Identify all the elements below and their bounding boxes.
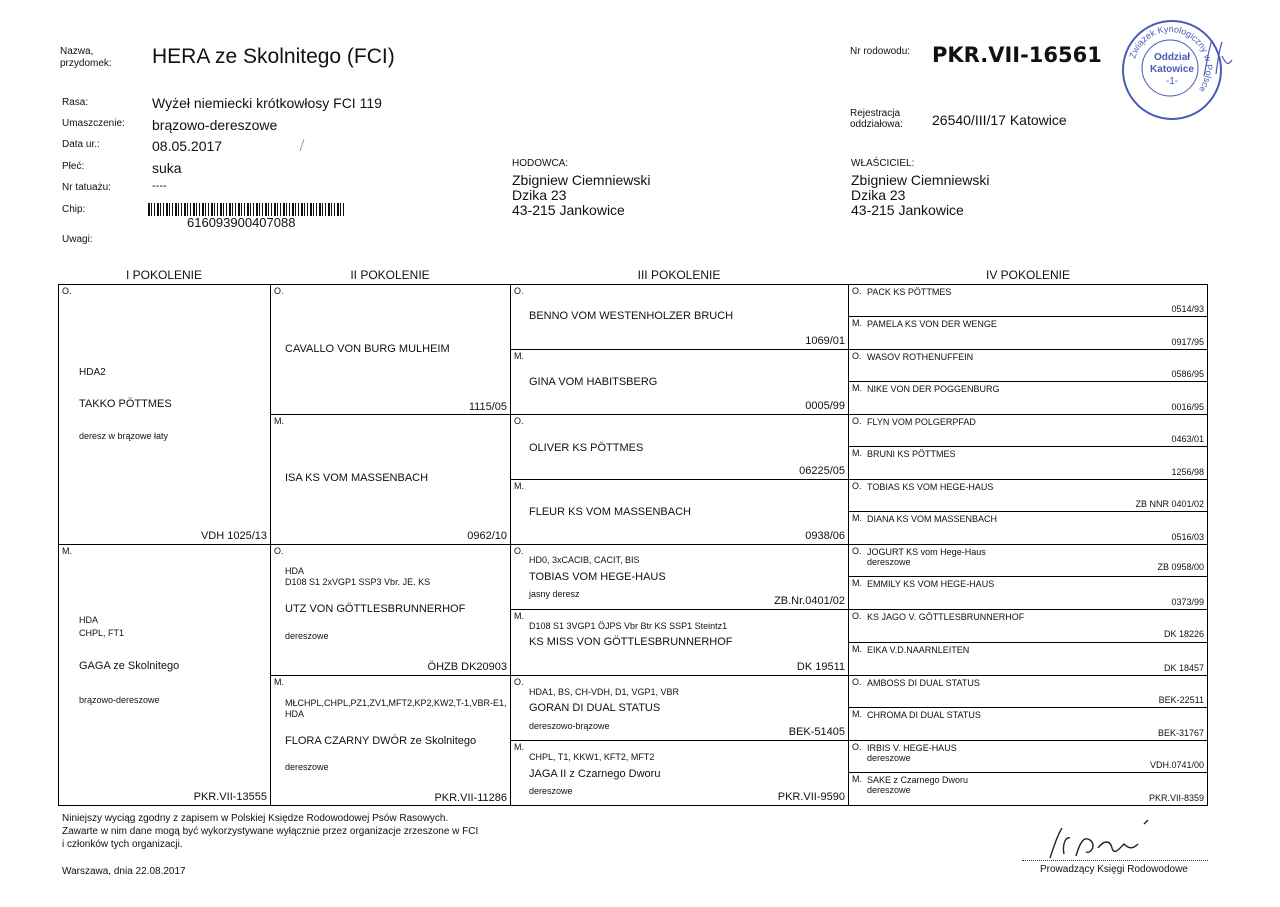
pedigree-text: SAKE z Czarnego Dworu: [867, 775, 969, 785]
pedigree-text: 0005/99: [805, 400, 845, 412]
pedigree-text: 0586/95: [1171, 369, 1204, 379]
generation-heading-1: I POKOLENIE: [125, 268, 203, 282]
gen2-cell-3: [270, 544, 511, 676]
tattoo-label: Nr tatuażu:: [62, 182, 111, 193]
sex-marker: M.: [274, 677, 284, 687]
pedigree-text: 0514/93: [1171, 304, 1204, 314]
gen4-cell-13: [848, 675, 1208, 708]
pedigree-text: OLIVER KS PÖTTMES: [529, 442, 644, 454]
sex-marker: O.: [852, 611, 862, 621]
gen3-cell-4: [510, 479, 849, 545]
gen4-cell-7: [848, 479, 1208, 512]
gen2-cell-2: [270, 414, 511, 545]
sex-marker: M.: [852, 578, 862, 588]
pedigree-text: 0962/10: [467, 530, 507, 542]
pedigree-text: D108 S1 2xVGP1 SSP3 Vbr. JE. KS: [285, 577, 431, 587]
breeder-street: Dzika 23: [512, 187, 567, 203]
pedigree-text: 0938/06: [805, 530, 845, 542]
signature-role: Prowadzący Księgi Rodowodowe: [1040, 864, 1188, 875]
pedigree-text: PAMELA KS VON DER WENGE: [867, 319, 997, 329]
pedigree-text: EIKA V.D.NAARNLEITEN: [867, 645, 970, 655]
pedigree-text: dereszowe: [285, 631, 329, 641]
gen4-cell-8: [848, 511, 1208, 545]
pedigree-text: ZB 0958/00: [1157, 562, 1204, 572]
pedigree-text: DK 19511: [796, 661, 845, 673]
sex-marker: O.: [852, 742, 862, 752]
pedigree-text: 0516/03: [1171, 532, 1204, 542]
generation-heading-2: II POKOLENIE: [350, 268, 430, 282]
gen2-cell-1: [270, 284, 511, 415]
pedigree-text: TAKKO PÖTTMES: [79, 398, 172, 410]
gen1-sire-cell: [58, 284, 271, 545]
place-date: Warszawa, dnia 22.08.2017: [62, 866, 186, 877]
pedigree-text: WASOV ROTHENUFFEIN: [867, 352, 974, 362]
gen1-dam-cell: [58, 544, 271, 806]
pedigree-text: JOGURT KS vom Hege-Haus: [867, 547, 986, 557]
pedigree-text: CHROMA DI DUAL STATUS: [867, 710, 981, 720]
pedigree-text: 0373/99: [1171, 597, 1204, 607]
pedigree-text: dereszowe: [867, 557, 911, 567]
pedigree-text: 1115/05: [468, 401, 507, 413]
pedigree-text: DK 18457: [1163, 663, 1204, 673]
pedigree-text: NIKE VON DER POGGENBURG: [867, 384, 1000, 394]
color-value: brązowo-dereszowe: [152, 117, 278, 133]
stamp-center: Oddział Katowice -1-: [1150, 52, 1194, 87]
dog-name: HERA ze Skolnitego (FCI): [152, 45, 395, 68]
sex-marker: M.: [852, 318, 862, 328]
reg-value: 26540/III/17 Katowice: [932, 112, 1067, 128]
handwritten-signature-icon: [1040, 818, 1170, 864]
gen4-cell-4: [848, 381, 1208, 415]
pedigree-text: ZB NNR 0401/02: [1135, 499, 1204, 509]
sex-marker: O.: [62, 286, 72, 296]
pedigree-text: 1069/01: [805, 335, 845, 347]
pedigree-text: BENNO VOM WESTENHOLZER BRUCH: [529, 310, 734, 322]
pedigree-text: BEK-51405: [788, 726, 845, 738]
pedigree-text: dereszowe: [867, 753, 911, 763]
pedigree-text: DK 18226: [1163, 629, 1204, 639]
pedigree-text: FLEUR KS VOM MASSENBACH: [529, 506, 691, 518]
pedigree-text: dereszowe: [867, 785, 911, 795]
owner-street: Dzika 23: [851, 187, 906, 203]
gen4-cell-15: [848, 740, 1208, 773]
chip-value: 616093900407088: [187, 215, 296, 230]
gen3-cell-8: [510, 740, 849, 806]
gen3-cell-6: [510, 609, 849, 676]
pedigree-text: CAVALLO VON BURG MULHEIM: [285, 343, 450, 355]
breed-label: Rasa:: [62, 97, 89, 108]
gen4-cell-9: [848, 544, 1208, 577]
owner-address: [851, 173, 990, 218]
gen4-cell-14: [848, 707, 1208, 741]
pedigree-text: GORAN DI DUAL STATUS: [529, 702, 661, 714]
pedigree-text: EMMILY KS VOM HEGE-HAUS: [867, 579, 995, 589]
pedigree-text: D108 S1 3VGP1 ÖJPS Vbr Btr KS SSP1 Steintz1: [529, 621, 728, 631]
sex-marker: O.: [274, 546, 284, 556]
breeder-name: Zbigniew Ciemniewski: [512, 172, 651, 188]
pedigree-text: CHPL, FT1: [79, 628, 125, 638]
pedigree-text: 1256/98: [1171, 467, 1204, 477]
sex-marker: O.: [514, 546, 524, 556]
sex-value: suka: [152, 160, 182, 176]
pedigree-text: FLYN VOM POLGERPFAD: [867, 417, 976, 427]
gen4-cell-3: [848, 349, 1208, 382]
pedigree-text: 0463/01: [1171, 434, 1204, 444]
gen4-cell-5: [848, 414, 1208, 447]
pedigree-text: KS JAGO V. GÖTTLESBRUNNERHOF: [867, 612, 1025, 622]
gen4-cell-10: [848, 576, 1208, 610]
pedigree-text: AMBOSS DI DUAL STATUS: [867, 678, 980, 688]
name-label: Nazwa, przydomek:: [60, 46, 112, 69]
pedigree-text: 06225/05: [799, 465, 845, 477]
legal-note: Niniejszy wyciąg zgodny z zapisem w Polskiej Księdze Rodowodowej Psów Rasowych. Zawarte w nim dane mogą być wykorzystywane wyłącznie przez organizacje zrzeszone w FCI i członków tych organizacji.: [62, 813, 479, 850]
sex-marker: O.: [274, 286, 284, 296]
pedigree-text: IRBIS V. HEGE-HAUS: [867, 743, 957, 753]
tattoo-value: ----: [152, 180, 167, 192]
sex-marker: M.: [852, 513, 862, 523]
remarks-label: Uwagi:: [62, 234, 93, 245]
breed-value: Wyżeł niemiecki krótkowłosy FCI 119: [152, 95, 382, 111]
pedigree-text: UTZ VON GÖTTLESBRUNNERHOF: [285, 603, 466, 615]
pedigree-text: PACK KS PÖTTMES: [867, 287, 952, 297]
gen4-cell-12: [848, 642, 1208, 676]
breeder-city: 43-215 Jankowice: [512, 202, 625, 218]
pedigree-text: dereszowe: [529, 786, 573, 796]
sex-marker: M.: [852, 709, 862, 719]
signature-line: [1022, 860, 1208, 861]
reg-label: Rejestracja oddziałowa:: [850, 108, 903, 130]
sex-marker: M.: [852, 383, 862, 393]
dob-value: 08.05.2017: [152, 138, 223, 154]
color-label: Umaszczenie:: [62, 118, 125, 129]
pedigree-text: HDA1, BS, CH-VDH, D1, VGP1, VBR: [529, 687, 680, 697]
generation-heading-3: III POKOLENIE: [637, 268, 721, 282]
sex-marker: O.: [852, 546, 862, 556]
sex-marker: O.: [852, 286, 862, 296]
pedigree-text: dereszowo-brązowe: [529, 721, 610, 731]
sex-marker: M.: [62, 546, 72, 556]
generation-heading-4: IV POKOLENIE: [985, 268, 1071, 282]
pedigree-text: ZB.Nr.0401/02: [774, 595, 845, 607]
sex-marker: M.: [852, 774, 862, 784]
pedigree-text: TOBIAS KS VOM HEGE-HAUS: [867, 482, 994, 492]
gen4-cell-2: [848, 316, 1208, 350]
pedigree-text: ISA KS VOM MASSENBACH: [285, 472, 429, 484]
owner-city: 43-215 Jankowice: [851, 202, 964, 218]
sex-marker: O.: [852, 677, 862, 687]
gen4-cell-16: [848, 772, 1208, 806]
sex-marker: M.: [514, 742, 524, 752]
pedigree-text: JAGA II z Czarnego Dworu: [529, 768, 661, 780]
pedigree-text: TOBIAS VOM HEGE-HAUS: [529, 571, 666, 583]
sex-marker: O.: [852, 416, 862, 426]
sex-marker: O.: [514, 286, 524, 296]
gen3-cell-2: [510, 349, 849, 415]
pedigree-text: HDA: [285, 709, 305, 719]
pedigree-text: VDH.0741/00: [1149, 760, 1204, 770]
pedigree-text: GAGA ze Skolnitego: [79, 660, 180, 672]
pedigree-text: PKR.VII-8359: [1148, 793, 1204, 803]
pedigree-text: KS MISS VON GÖTTLESBRUNNERHOF: [529, 636, 733, 648]
gen3-cell-7: [510, 675, 849, 741]
pedigree-text: BEK-31767: [1157, 728, 1204, 738]
pedigree-text: HDA: [285, 566, 305, 576]
pedigree-text: FLORA CZARNY DWÓR ze Skolnitego: [285, 735, 477, 747]
gen3-cell-1: [510, 284, 849, 350]
sex-marker: M.: [514, 351, 524, 361]
owner-label: WŁAŚCICIEL:: [851, 158, 915, 169]
pedigree-text: PKR.VII-11286: [434, 792, 507, 804]
sex-label: Płeć:: [62, 161, 85, 172]
gen4-cell-11: [848, 609, 1208, 643]
pedigree-text: BEK-22511: [1158, 695, 1204, 705]
pedigree-text: GINA VOM HABITSBERG: [529, 376, 658, 388]
stamp-signature-icon: [1196, 36, 1236, 86]
gen2-cell-4: [270, 675, 511, 806]
pedigree-text: DIANA KS VOM MASSENBACH: [867, 514, 998, 524]
chip-label: Chip:: [62, 204, 86, 215]
pedigree-text: HDA: [79, 615, 99, 625]
breeder-address: [512, 173, 651, 218]
gen3-cell-3: [510, 414, 849, 480]
pedigree-text: PKR.VII-13555: [193, 791, 267, 803]
pedigree-no: PKR.VII-16561: [932, 43, 1102, 67]
breeder-label: HODOWCA:: [512, 158, 569, 169]
pedigree-text: HDA2: [79, 367, 106, 378]
pedigree-text: CHPL, T1, KKW1, KFT2, MFT2: [529, 752, 655, 762]
pedigree-text: 0917/95: [1171, 337, 1204, 347]
sex-marker: O.: [514, 416, 524, 426]
pedigree-text: MŁCHPL,CHPL,PZ1,ZV1,MFT2,KP2,KW2,T-1,VBR-E1,: [285, 698, 507, 708]
pedigree-text: VDH 1025/13: [200, 530, 267, 542]
pedigree-no-label: Nr rodowodu:: [850, 46, 911, 57]
pedigree-text: deresz w brązowe łaty: [79, 431, 169, 441]
dob-label: Data ur.:: [62, 139, 100, 150]
sex-marker: M.: [852, 448, 862, 458]
pedigree-text: PKR.VII-9590: [777, 791, 845, 803]
pedigree-text: ÖHZB DK20903: [427, 661, 507, 673]
gen4-cell-6: [848, 446, 1208, 480]
sex-marker: O.: [852, 351, 862, 361]
gen3-cell-5: [510, 544, 849, 610]
pedigree-text: brązowo-dereszowe: [79, 695, 160, 705]
pedigree-text: 0016/95: [1171, 402, 1204, 412]
sex-marker: M.: [274, 416, 284, 426]
sex-marker: M.: [514, 481, 524, 491]
pedigree-text: BRUNI KS PÖTTMES: [867, 449, 956, 459]
pedigree-text: jasny deresz: [529, 589, 580, 599]
pedigree-text: HD0, 3xCACIB, CACIT, BIS: [529, 555, 640, 565]
owner-name: Zbigniew Ciemniewski: [851, 172, 990, 188]
sex-marker: M.: [852, 644, 862, 654]
pen-mark-icon: [298, 138, 306, 152]
gen4-cell-1: [848, 284, 1208, 317]
pedigree-text: dereszowe: [285, 762, 329, 772]
sex-marker: M.: [514, 611, 524, 621]
sex-marker: O.: [514, 677, 524, 687]
stamp-ring-text: Związek Kynologiczny w Polsce: [1127, 23, 1215, 95]
sex-marker: O.: [852, 481, 862, 491]
